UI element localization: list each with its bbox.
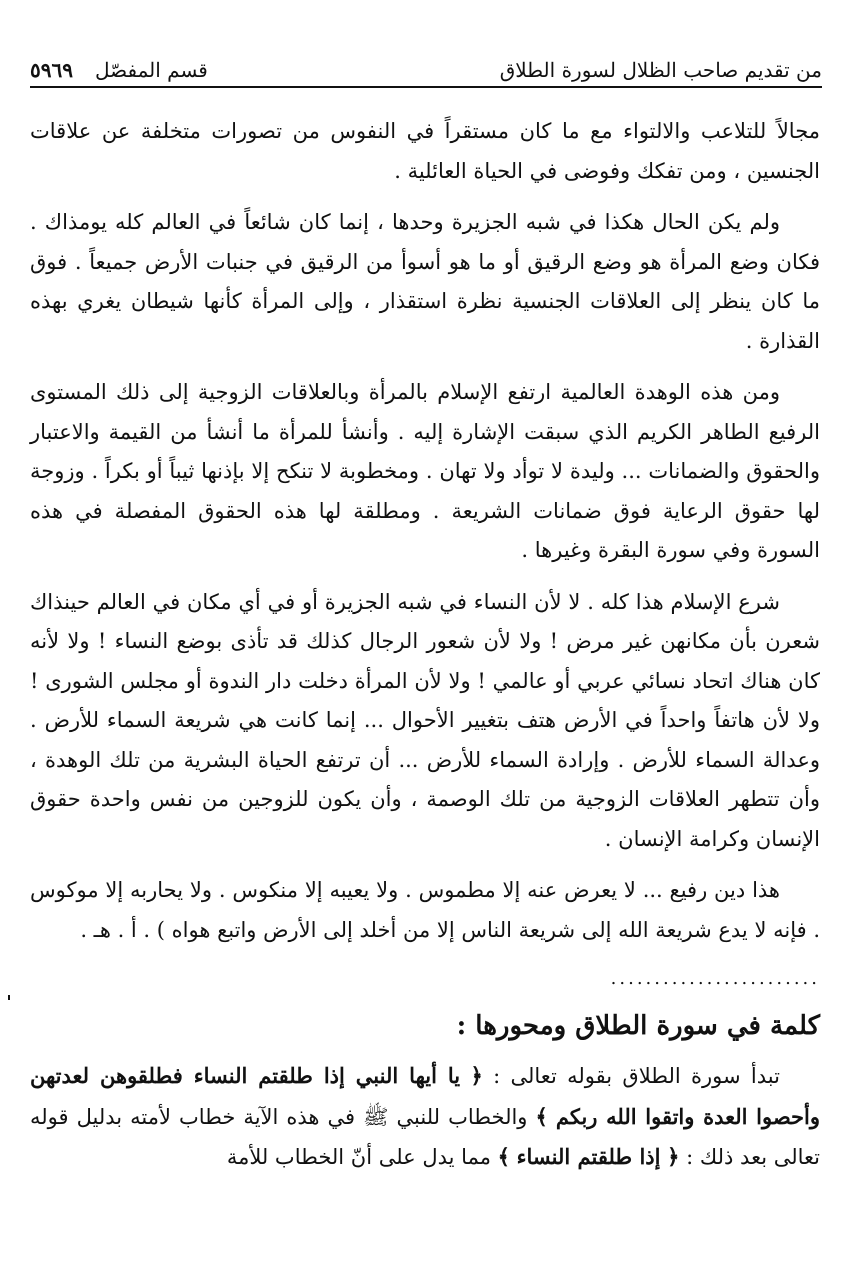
- quran-verse-1: يا أيها النبي إذا طلقتم النساء فطلقوهن لعدتهن وأحصوا العدة واتقوا الله ربكم: [30, 1063, 820, 1129]
- running-header: [30, 54, 822, 86]
- section-heading: كلمة في سورة الطلاق ومحورها :: [456, 1011, 820, 1041]
- close-bracket-2: ﴾: [497, 1144, 510, 1169]
- paragraph-2: ولم يكن الحال هكذا في شبه الجزيرة وحدها ، إنما كان شائعاً في العالم كله يومذاك . فكان وضع المرأة هو وضع الرقيق أو ما هو أسوأ من الرقيق في جنبات الأرض جميعاً . فوق ما كان ينظر إلى العلاقات الجنسية نظرة استقذار ، وإلى المرأة كأنها شيطان يغري بهذه القذارة .: [30, 210, 820, 353]
- page-number: ٥٩٦٩: [30, 58, 73, 82]
- margin-mark: [8, 995, 10, 1000]
- section-separator: ........................: [610, 968, 820, 989]
- open-bracket: ﴿: [470, 1063, 483, 1088]
- paragraph-6: [30, 1056, 820, 1178]
- section-name: قسم المفصّل: [94, 58, 208, 82]
- paragraph-5: هذا دين رفيع ... لا يعرض عنه إلا مطموس . ولا يعيبه إلا منكوس . ولا يحاربه إلا موكوس . فإنه لا يدع شريعة الله إلى شريعة الناس إلا من أخلد إلى الأرض واتبع هواه ) . أ . هـ .: [30, 878, 820, 942]
- book-title: من تقديم صاحب الظلال لسورة الطلاق: [499, 58, 822, 82]
- paragraph-3: ومن هذه الوهدة العالمية ارتفع الإسلام بالمرأة وبالعلاقات الزوجية إلى ذلك المستوى الرفيع الطاهر الكريم الذي سبقت الإشارة إليه . وأنشأ للمرأة ما أنشأ من القيمة والاعتبار والحقوق والضمانات ... وليدة لا توأد ولا تهان . ومخطوبة لا تنكح إلا بإذنها ثيباً أو بكراً . وزوجة لها حقوق الرعاية فوق ضمانات الشريعة . ومطلقة لها هذه الحقوق المفصلة في هذه السورة وفي سورة البقرة وغيرها .: [30, 380, 820, 562]
- open-bracket-2: ﴿: [667, 1144, 680, 1169]
- section-label: [30, 58, 208, 82]
- body-text: [30, 112, 820, 1190]
- middle-text: والخطاب للنبي ﷺ في هذه الآية خطاب لأمته بدليل قوله تعالى بعد ذلك :: [30, 1104, 820, 1169]
- quran-verse-2: إذا طلقتم النساء: [516, 1144, 661, 1169]
- end-text: مما يدل على أنّ الخطاب للأمة: [226, 1145, 491, 1169]
- paragraph-4: شرع الإسلام هذا كله . لا لأن النساء في شبه الجزيرة أو في أي مكان في العالم حينذاك شعرن بأن مكانهن غير مرض ! ولا لأن شعور الرجال كذلك قد تأذى بوضع النساء ! ولا لأنه كان هناك اتحاد نسائي عربي أو عالمي ! ولا لأن المرأة دخلت دار الندوة أو مجلس الشورى ! ولا لأن هاتفاً واحداً في الأرض هتف بتغيير الأحوال ... إنما كانت هي شريعة السماء للأرض . وعدالة السماء للأرض . وإرادة السماء للأرض ... أن ترتفع الحياة البشرية من تلك الوهدة ، وأن تتطهر العلاقات الزوجية من تلك الوصمة ، وأن يكون للزوجين من نفس واحدة حقوق الإنسان وكرامة الإنسان .: [30, 589, 820, 851]
- header-rule: [30, 86, 822, 88]
- paragraph-1: مجالاً للتلاعب والالتواء مع ما كان مستقراً في النفوس من تصورات متخلفة عن علاقات الجنسين ، ومن تفكك وفوضى في الحياة العائلية .: [30, 119, 820, 183]
- intro-text: تبدأ سورة الطلاق بقوله تعالى :: [493, 1064, 780, 1088]
- close-bracket: ﴾: [535, 1103, 548, 1129]
